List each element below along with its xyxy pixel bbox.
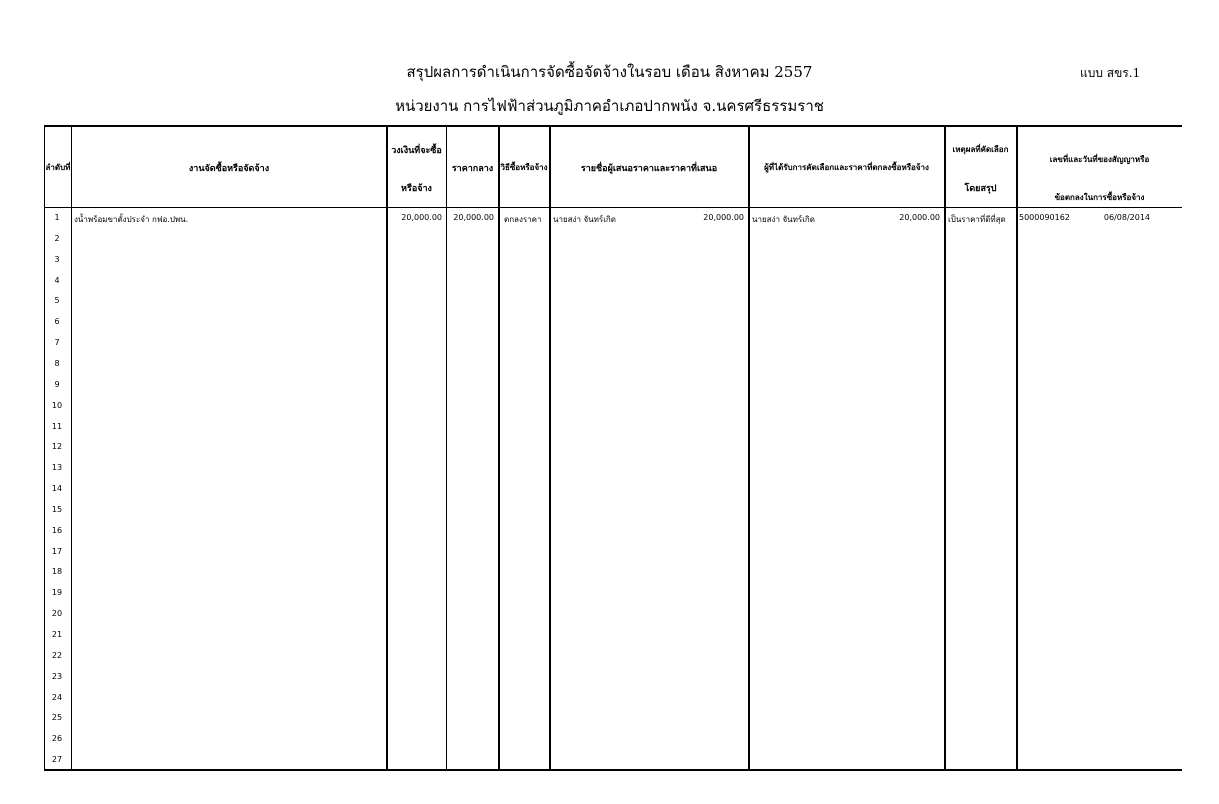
row-number: 23	[51, 671, 63, 681]
row-number: 8	[54, 358, 60, 368]
col-header-budget-line2: หรือจ้าง	[401, 184, 432, 194]
row-number: 13	[51, 463, 63, 473]
col-header-contract-line2: ข้อตกลงในการซื้อหรือจ้าง	[1054, 193, 1145, 202]
col-header-method: วิธีซื้อหรือจ้าง	[500, 163, 548, 172]
row-number: 3	[54, 254, 60, 264]
row-number: 5	[54, 296, 60, 306]
row-bidder-name: นายสง่า จันทร์เกิด	[553, 215, 616, 224]
row-number: 14	[51, 484, 63, 494]
report-title: สรุปผลการดำเนินการจัดซื้อจัดจ้างในรอบ เดือน สิงหาคม 2557	[406, 63, 813, 81]
row-number: 7	[54, 338, 60, 348]
column-divider	[498, 127, 500, 769]
row-number: 6	[54, 317, 60, 327]
col-header-reason: เหตุผลที่คัดเลือก	[952, 145, 1009, 154]
procurement-table	[44, 125, 1182, 771]
row-number: 1	[54, 213, 60, 222]
row-winner-name: นายสง่า จันทร์เกิด	[752, 215, 815, 224]
row-median-price: 20,000.00	[453, 213, 494, 222]
form-code: แบบ สขร.1	[1080, 66, 1141, 80]
row-number: 12	[51, 442, 63, 452]
row-number: 21	[51, 630, 63, 639]
col-header-item: งานจัดซื้อหรือจัดจ้าง	[188, 164, 270, 174]
row-number: 2	[54, 233, 60, 243]
header-separator	[44, 207, 1182, 208]
col-header-contract: เลขที่และวันที่ของสัญญาหรือ	[1049, 155, 1150, 164]
row-number: 4	[54, 275, 60, 285]
row-reason: เป็นราคาที่ดีที่สุด	[948, 215, 1006, 224]
row-number: 15	[51, 504, 63, 514]
row-number: 9	[54, 379, 60, 389]
row-number: 17	[51, 546, 63, 556]
row-number: 20	[51, 609, 63, 619]
row-number: 19	[51, 588, 63, 598]
row-number: 16	[51, 525, 63, 535]
row-bidder-price: 20,000.00	[703, 213, 744, 222]
row-number: 27	[51, 755, 63, 765]
column-divider	[446, 127, 447, 769]
row-number: 26	[51, 734, 63, 744]
row-number: 11	[51, 421, 63, 431]
col-header-median-price: ราคากลาง	[451, 164, 494, 174]
column-divider	[386, 127, 388, 769]
report-subtitle: หน่วยงาน การไฟฟ้าส่วนภูมิภาคอำเภอปากพนัง จ.นครศรีธรรมราช	[395, 97, 824, 115]
col-header-no: ลำดับที่	[45, 163, 71, 172]
row-winner-price: 20,000.00	[899, 213, 940, 222]
column-divider	[944, 127, 946, 769]
column-divider	[1016, 127, 1018, 769]
row-number: 10	[51, 400, 63, 410]
row-contract-no: 5000090162	[1019, 213, 1070, 222]
col-header-winner: ผู้ที่ได้รับการคัดเลือกและราคาที่ตกลงซื้อหรือจ้าง	[764, 163, 929, 172]
row-item: งน้ำพร้อมขาตั้งประจำ กฟอ.ปพน.	[74, 215, 189, 224]
column-divider	[748, 127, 750, 769]
row-number: 25	[51, 713, 63, 723]
row-number: 24	[51, 692, 63, 702]
row-method: ตกลงราคา	[504, 215, 542, 224]
column-divider	[549, 127, 551, 769]
column-divider	[71, 127, 72, 769]
col-header-reason-line2: โดยสรุป	[964, 184, 997, 194]
row-contract-date: 06/08/2014	[1103, 213, 1150, 222]
row-budget: 20,000.00	[401, 213, 442, 222]
row-number: 18	[51, 567, 63, 577]
row-number: 22	[51, 650, 63, 660]
col-header-budget: วงเงินที่จะซื้อ	[391, 146, 442, 156]
col-header-bidders: รายชื่อผู้เสนอราคาและราคาที่เสนอ	[580, 164, 718, 174]
